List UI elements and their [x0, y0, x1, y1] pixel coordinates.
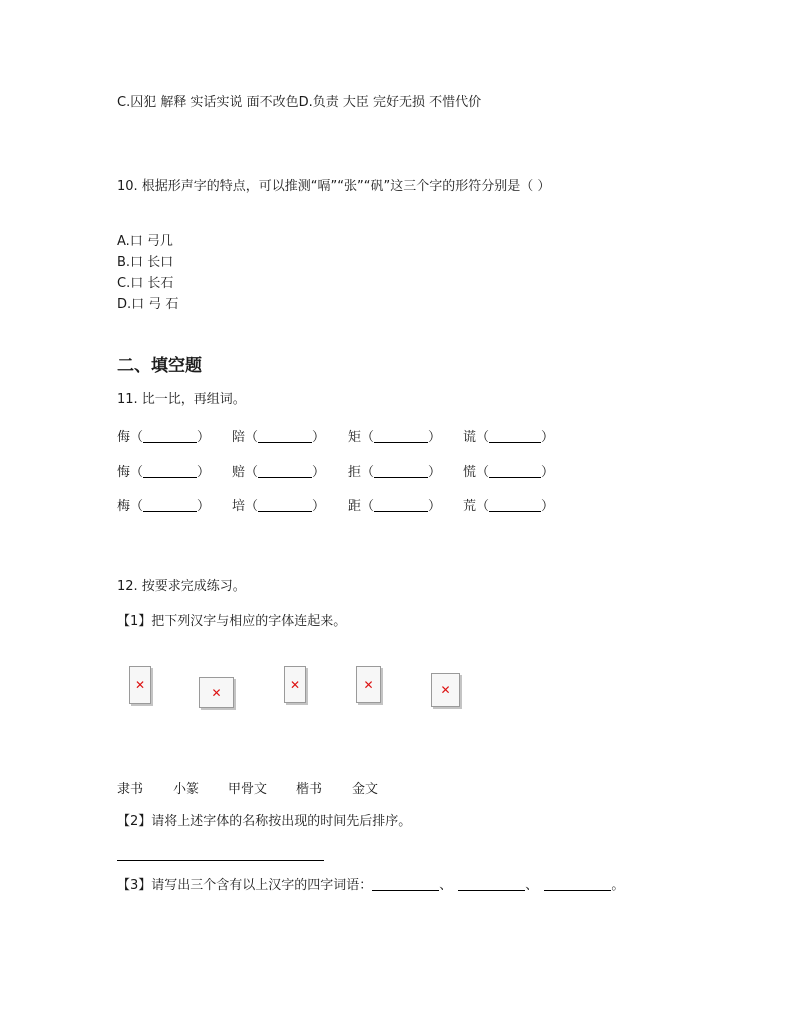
answer-blank[interactable]: [143, 465, 197, 478]
answer-blank[interactable]: [489, 430, 541, 443]
open-paren: （: [361, 499, 375, 514]
q9-options-c-d: C.囚犯 解释 实话实说 面不改色D.负责 大臣 完好无损 不惜代价: [117, 95, 482, 110]
close-paren: ）: [541, 430, 555, 445]
answer-blank[interactable]: [489, 499, 541, 512]
character: 梅: [117, 499, 131, 514]
broken-image-icon: ✕: [284, 666, 306, 703]
character: 悔: [117, 465, 131, 480]
open-paren: （: [130, 499, 144, 514]
open-paren: （: [361, 465, 375, 480]
open-paren: （: [245, 430, 259, 445]
close-paren: ）: [541, 499, 555, 514]
q10-option-a: A.口 弓几: [117, 234, 173, 249]
word-pair-item: [117, 495, 210, 514]
character: 谎: [463, 430, 477, 445]
q12-part3-prompt: 【3】请写出三个含有以上汉字的四字词语：: [117, 878, 373, 893]
close-paren: ）: [428, 430, 442, 445]
answer-blank[interactable]: [372, 878, 439, 891]
word-pair-item: [232, 495, 325, 514]
answer-blank[interactable]: [258, 465, 312, 478]
q11-stem: 11. 比一比，再组词。: [117, 392, 246, 407]
close-paren: ）: [197, 465, 211, 480]
q12-part2: 【2】请将上述字体的名称按出现的时间先后排序。: [117, 814, 412, 829]
character: 矩: [348, 430, 362, 445]
close-paren: ）: [428, 499, 442, 514]
word-pair-item: [463, 426, 554, 445]
word-pair-item: [232, 461, 325, 480]
font-name-jiaguwen: 甲骨文: [228, 782, 268, 797]
open-paren: （: [476, 465, 490, 480]
open-paren: （: [245, 499, 259, 514]
answer-blank[interactable]: [374, 499, 428, 512]
word-pair-item: [463, 495, 554, 514]
font-name-jinwen: 金文: [352, 782, 379, 797]
close-paren: ）: [428, 465, 442, 480]
character: 拒: [348, 465, 362, 480]
open-paren: （: [476, 499, 490, 514]
word-pair-item: [463, 461, 554, 480]
word-pair-item: [232, 426, 325, 445]
open-paren: （: [361, 430, 375, 445]
answer-blank[interactable]: [374, 465, 428, 478]
broken-image-icon: ✕: [129, 666, 151, 704]
character: 距: [348, 499, 362, 514]
close-paren: ）: [312, 499, 326, 514]
q12-part1: 【1】把下列汉字与相应的字体连起来。: [117, 614, 347, 629]
answer-blank[interactable]: [258, 430, 312, 443]
close-paren: ）: [312, 465, 326, 480]
open-paren: （: [130, 430, 144, 445]
q12-stem: 12. 按要求完成练习。: [117, 579, 246, 594]
section-title: 二、填空题: [117, 356, 202, 376]
close-paren: ）: [197, 499, 211, 514]
q10-stem: 10. 根据形声字的特点，可以推测“嗝”“张”“矾”这三个字的形符分别是（ ）: [117, 179, 551, 194]
font-name-kaishu: 楷书: [296, 782, 323, 797]
close-paren: ）: [197, 430, 211, 445]
q12-part3: 【3】请写出三个含有以上汉字的四字词语： 、 、 。: [117, 878, 625, 893]
answer-blank[interactable]: [458, 878, 525, 891]
character: 赔: [232, 465, 246, 480]
q10-option-c: C.口 长石: [117, 276, 174, 291]
character: 荒: [463, 499, 477, 514]
open-paren: （: [130, 465, 144, 480]
answer-blank[interactable]: [374, 430, 428, 443]
open-paren: （: [245, 465, 259, 480]
q10-option-b: B.口 长口: [117, 255, 174, 270]
word-pair-item: [117, 461, 210, 480]
close-paren: ）: [541, 465, 555, 480]
character: 陪: [232, 430, 246, 445]
answer-blank[interactable]: [143, 499, 197, 512]
word-pair-item: [117, 426, 210, 445]
q10-option-d: D.口 弓 石: [117, 297, 179, 312]
font-name-xiaozhuan: 小篆: [173, 782, 200, 797]
answer-line: [117, 860, 324, 861]
character: 培: [232, 499, 246, 514]
answer-blank[interactable]: [143, 430, 197, 443]
broken-image-icon: ✕: [431, 673, 460, 707]
broken-image-icon: ✕: [199, 677, 234, 708]
close-paren: ）: [312, 430, 326, 445]
answer-blank[interactable]: [489, 465, 541, 478]
answer-blank[interactable]: [544, 878, 611, 891]
answer-blank[interactable]: [258, 499, 312, 512]
broken-image-icon: ✕: [356, 666, 381, 703]
open-paren: （: [476, 430, 490, 445]
word-pair-item: [348, 426, 441, 445]
word-pair-item: [348, 495, 441, 514]
word-pair-item: [348, 461, 441, 480]
character: 慌: [463, 465, 477, 480]
font-name-lishu: 隶书: [117, 782, 144, 797]
character: 侮: [117, 430, 131, 445]
